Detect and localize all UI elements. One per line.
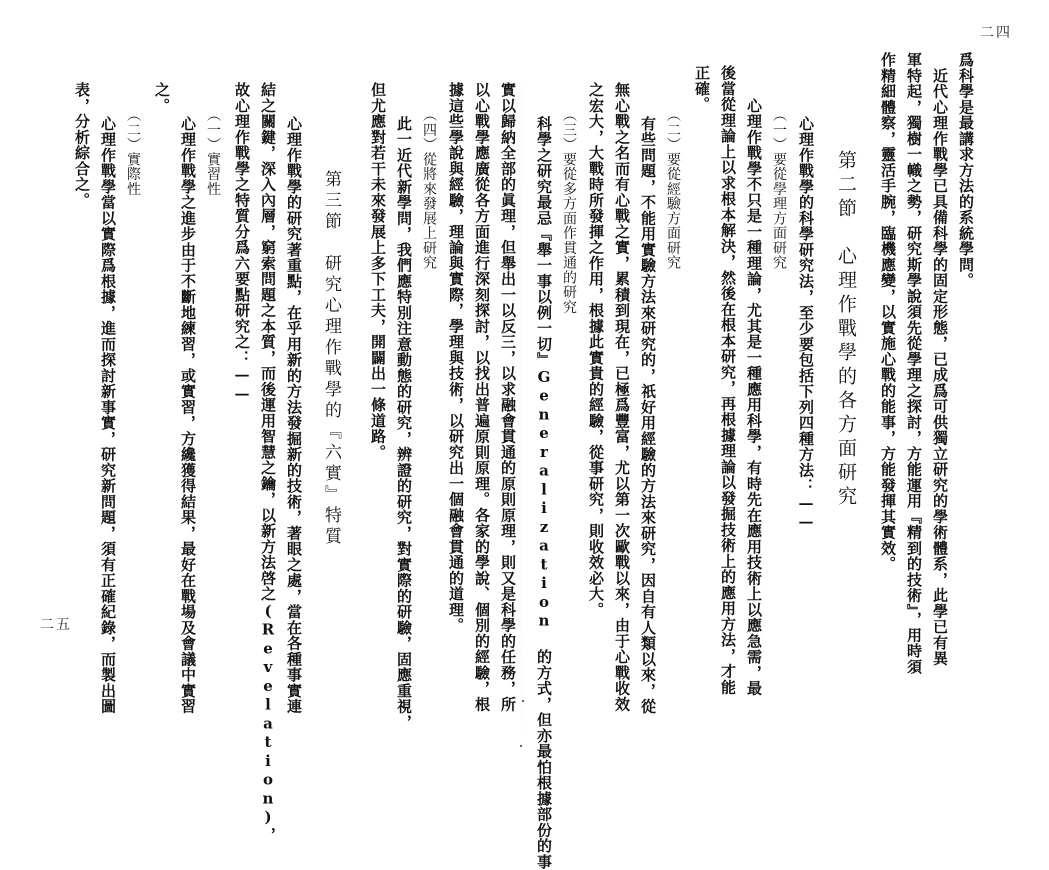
text-column: 心理作戰學不只是一種理論，尤其是一種應用科學，有時先在應用技術上以應急需，最	[745, 82, 763, 697]
text-column: 作精細體察，靈活手腕，臨機應變，以實施心戰的能事，方能發揮其實效。	[879, 52, 897, 572]
text-column: 據這些學說與經驗，理論與實際，學理與技術，以研究出一個融會貫通的道理。	[447, 82, 465, 634]
text-column: 有些問題，不能用實驗方法來研究的，祇好用經驗的方法來研究，因自有人類以來，從	[639, 100, 657, 715]
subheading: （二）要從經驗方面研究	[665, 100, 681, 270]
scan-speck	[522, 700, 524, 702]
text-column: 心理作戰學的研究著重點，在乎用新的方法發掘新的技術，著眼之處，當在各種事實連	[285, 100, 303, 715]
text-column: 正確。	[693, 65, 711, 113]
scan-speck	[520, 745, 522, 747]
subheading: （二）實際性	[125, 100, 141, 197]
text-column: 之。	[153, 82, 171, 114]
text-column: 科學之研究最忌『舉一事以例一切』Generalization 的方式，但亦最怕根據部份的事	[535, 100, 553, 870]
text-column: 近代心理作戰學已具備科學的固定形態，已成爲可供獨立研究的學術體系，此學已有異	[931, 52, 949, 667]
text-column: 軍特起，獨樹一幟之勢，研究斯學說須先從學理之探討，方能運用『精到的技術』，用時須	[905, 52, 923, 675]
text-column: 心理作戰學之進步由于不斷地練習，或實習，方纔獲得結果，最好在戰場及會議中實習	[179, 100, 197, 715]
section-heading: 第三節 研究心理作戰學的『六實』特質	[321, 170, 341, 548]
text-column: 故心理作戰學之特質分爲六要點研究之：——	[233, 82, 251, 403]
subheading: （四）從將來發展上研究	[421, 100, 437, 270]
text-column: 心理作戰學當以實際爲根據，進而探討新事實，研究新問題，須有正確紀錄，而製出圖	[99, 100, 117, 715]
text-column: 實以歸納全部的眞理，但舉出一以反三，以求融會貫通的原則原理，則又是科學的任務，所	[499, 82, 517, 712]
text-column: 之宏大，大戰時所發揮之作用，根據此實貴的經驗，從事研究，則收效必大。	[587, 82, 605, 618]
text-column: 心理作戰學的科學研究法，至少要包括下列四種方法：——	[797, 100, 815, 532]
page-number-right: 二四	[980, 25, 1012, 41]
text-column: 結之關鍵，深入內層，窮索問題之本質，而後運用智慧之鑰，以新方法啓之(Revelation)，	[259, 82, 277, 843]
section-heading: 第二節 心理作戰學的各方面研究	[835, 150, 857, 510]
page-fold	[521, 40, 522, 780]
subheading: （一）要從學理方面研究	[771, 100, 787, 270]
text-column: 表，分析綜合之。	[73, 82, 91, 208]
text-column: 後當從理論上以求根本解決，然後在根本研究，再根據理論以發掘技術上的應用方法，才能	[719, 65, 737, 695]
text-column: 此一近代新學問，我們應特別注意動態的研究，辨證的研究，對實際的研驗，固應重視，	[395, 100, 413, 730]
text-column: 以心戰學應廣從各方面進行深刻探討，以找出普遍原則原理。各家的學說、個別的經驗，根	[473, 82, 491, 712]
subheading: （一）實習性	[205, 100, 221, 197]
text-column: 但尤應對若干未來發展上多下工夫，開闢出一條道路。	[369, 82, 387, 460]
subheading: （三）要從多方面作貫通的研究	[561, 100, 577, 315]
page-number-left: 二五	[40, 617, 72, 633]
text-column: 無心戰之名而有心戰之實，累積到現在，已極爲豐富，尤以第一次歐戰以來，由于心戰收效	[613, 82, 631, 712]
text-column: 爲科學是最講求方法的系統學問。	[957, 52, 975, 289]
